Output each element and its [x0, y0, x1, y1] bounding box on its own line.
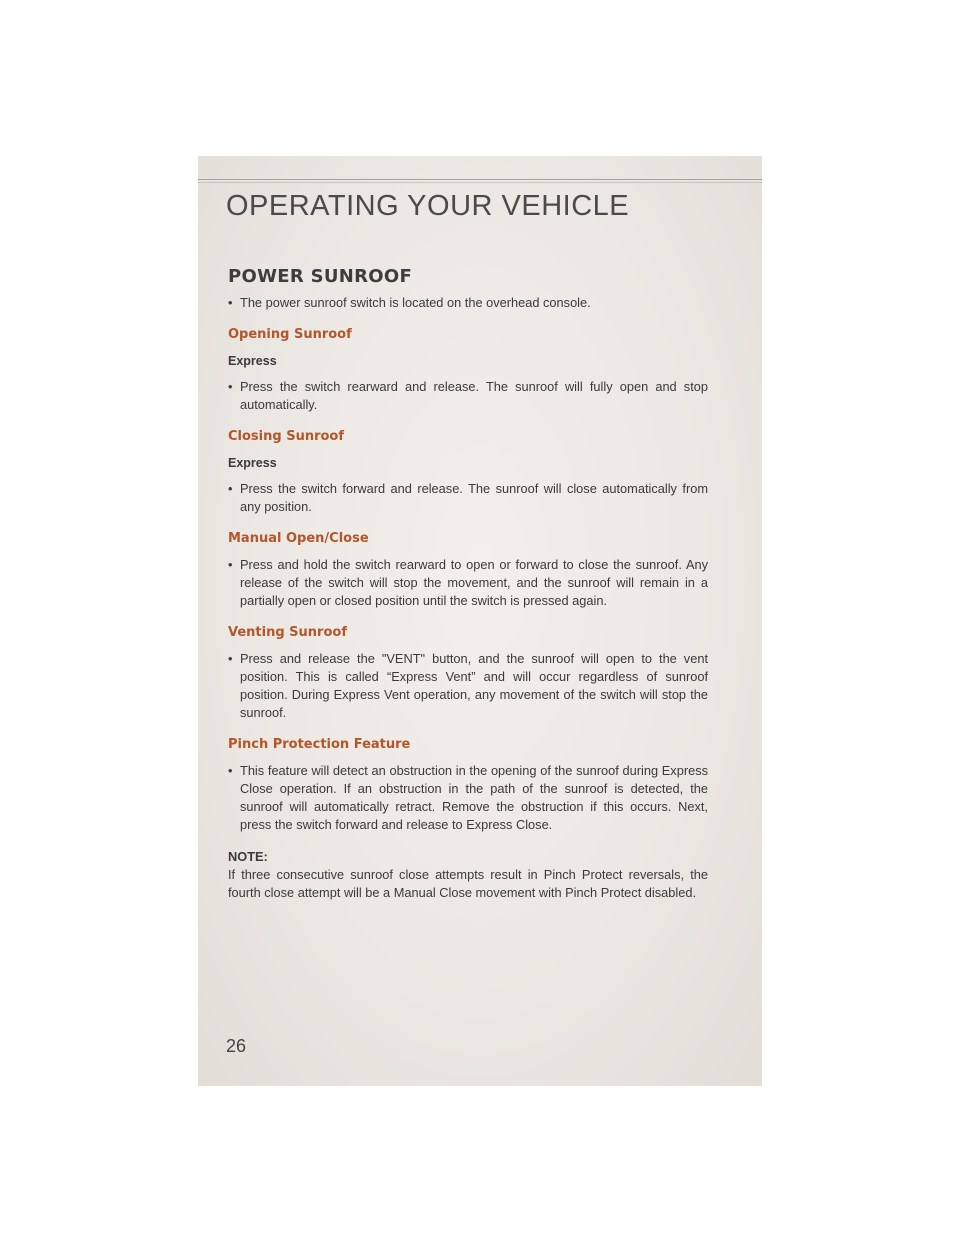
bullet-icon: • [228, 763, 233, 778]
bullet-icon: • [228, 481, 233, 496]
header-rule [198, 179, 762, 180]
list-item: • Press the switch forward and release. The sunroof will close automatically from any position. [228, 481, 708, 514]
list-item: • Press and release the "VENT" button, and the sunroof will open to the vent position. This is called “Express Vent” and will occur regardless of sunroof position. During Express Vent operation, any movement of the switch will stop the sunroof. [228, 651, 708, 720]
manual-page [198, 156, 762, 1086]
list-item: • This feature will detect an obstruction in the opening of the sunroof during Express Close operation. If an obstruction in the path of the sunroof is detected, the sunroof will automatically retract. Remove the obstruction if this occurs. Next, press the switch forward and release to Express Close. [228, 763, 708, 832]
subheading-express: Express [228, 456, 277, 470]
heading-pinch-protection: Pinch Protection Feature [228, 737, 411, 752]
bullet-icon: • [228, 295, 233, 310]
chapter-title: OPERATING YOUR VEHICLE [226, 190, 630, 222]
list-item: • Press the switch rearward and release. The sunroof will fully open and stop automatically. [228, 379, 708, 412]
list-item: • Press and hold the switch rearward to open or forward to close the sunroof. Any release of the switch will stop the movement, and the sunroof will remain in a partially open or closed position until the switch is pressed again. [228, 557, 708, 608]
section-title: POWER SUNROOF [228, 266, 413, 287]
bullet-icon: • [228, 651, 233, 666]
content-body [228, 268, 708, 902]
bullet-icon: • [228, 379, 233, 394]
heading-manual-open-close: Manual Open/Close [228, 531, 369, 546]
subheading-express: Express [228, 354, 277, 368]
heading-closing-sunroof: Closing Sunroof [228, 429, 345, 444]
header-rule-secondary [198, 182, 762, 183]
note-label: NOTE: [228, 849, 268, 864]
note-body: If three consecutive sunroof close attempts result in Pinch Protect reversals, the fourth close attempt will be a Manual Close movement with Pinch Protect disabled. [228, 867, 708, 900]
heading-venting-sunroof: Venting Sunroof [228, 625, 347, 640]
list-item: • The power sunroof switch is located on the overhead console. [228, 295, 591, 310]
bullet-icon: • [228, 557, 233, 572]
heading-opening-sunroof: Opening Sunroof [228, 327, 352, 342]
page-number: 26 [226, 1036, 247, 1056]
